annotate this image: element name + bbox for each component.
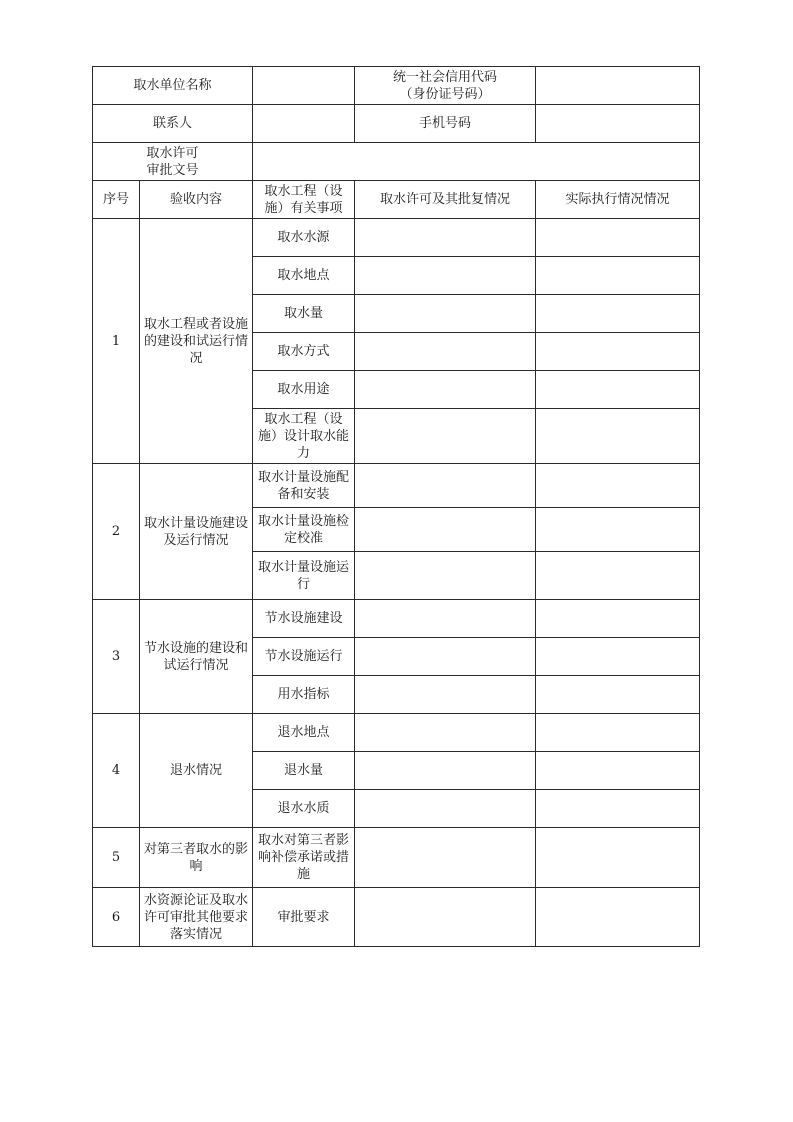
acceptance-form — [92, 66, 699, 947]
permit-cell[interactable] — [355, 638, 536, 676]
column-header-seq: 序号 — [93, 181, 140, 219]
permit-cell[interactable] — [355, 464, 536, 508]
permit-cell[interactable] — [355, 257, 536, 295]
actual-cell[interactable] — [536, 295, 700, 333]
credit-code-label: 统一社会信用代码 （身份证号码） — [355, 67, 536, 105]
item-label: 取水工程（设施）设计取水能力 — [253, 409, 355, 464]
actual-cell[interactable] — [536, 552, 700, 600]
permit-cell[interactable] — [355, 508, 536, 552]
permit-cell[interactable] — [355, 371, 536, 409]
item-label: 取水计量设施运行 — [253, 552, 355, 600]
actual-cell[interactable] — [536, 600, 700, 638]
actual-cell[interactable] — [536, 790, 700, 828]
row-permit-doc — [93, 143, 700, 181]
credit-code-value[interactable] — [536, 67, 700, 105]
unit-name-value[interactable] — [253, 67, 355, 105]
item-label: 退水地点 — [253, 714, 355, 752]
section-3-content: 节水设施的建设和试运行情况 — [140, 600, 253, 714]
column-header-items: 取水工程（设施）有关事项 — [253, 181, 355, 219]
actual-cell[interactable] — [536, 333, 700, 371]
actual-cell[interactable] — [536, 828, 700, 888]
item-label: 取水用途 — [253, 371, 355, 409]
contact-value[interactable] — [253, 105, 355, 143]
permit-cell[interactable] — [355, 552, 536, 600]
column-header-permit: 取水许可及其批复情况 — [355, 181, 536, 219]
section-5-row — [93, 828, 700, 888]
item-label: 用水指标 — [253, 676, 355, 714]
item-label: 节水设施建设 — [253, 600, 355, 638]
permit-cell[interactable] — [355, 219, 536, 257]
permit-cell[interactable] — [355, 676, 536, 714]
section-2-no: 2 — [93, 464, 140, 600]
item-label: 退水量 — [253, 752, 355, 790]
actual-cell[interactable] — [536, 752, 700, 790]
section-4-row — [93, 714, 700, 752]
section-6-content: 水资源论证及取水许可审批其他要求落实情况 — [140, 888, 253, 947]
item-label: 审批要求 — [253, 888, 355, 947]
item-label: 取水地点 — [253, 257, 355, 295]
permit-cell[interactable] — [355, 752, 536, 790]
item-label: 取水水源 — [253, 219, 355, 257]
item-label: 取水对第三者影响补偿承诺或措施 — [253, 828, 355, 888]
actual-cell[interactable] — [536, 464, 700, 508]
actual-cell[interactable] — [536, 409, 700, 464]
phone-label: 手机号码 — [355, 105, 536, 143]
column-header-row — [93, 181, 700, 219]
section-3-no: 3 — [93, 600, 140, 714]
permit-cell[interactable] — [355, 333, 536, 371]
section-5-content: 对第三者取水的影响 — [140, 828, 253, 888]
section-4-content: 退水情况 — [140, 714, 253, 828]
permit-doc-label: 取水许可 审批文号 — [93, 143, 253, 181]
actual-cell[interactable] — [536, 257, 700, 295]
item-label: 取水计量设施检定校准 — [253, 508, 355, 552]
actual-cell[interactable] — [536, 219, 700, 257]
permit-doc-value[interactable] — [253, 143, 700, 181]
actual-cell[interactable] — [536, 638, 700, 676]
actual-cell[interactable] — [536, 714, 700, 752]
item-label: 退水水质 — [253, 790, 355, 828]
section-1-no: 1 — [93, 219, 140, 464]
row-unit-name — [93, 67, 700, 105]
permit-cell[interactable] — [355, 600, 536, 638]
column-header-actual: 实际执行情况情况 — [536, 181, 700, 219]
item-label: 节水设施运行 — [253, 638, 355, 676]
contact-label: 联系人 — [93, 105, 253, 143]
permit-cell[interactable] — [355, 790, 536, 828]
section-1-row — [93, 219, 700, 257]
column-header-content: 验收内容 — [140, 181, 253, 219]
unit-name-label: 取水单位名称 — [93, 67, 253, 105]
permit-cell[interactable] — [355, 828, 536, 888]
permit-cell[interactable] — [355, 714, 536, 752]
permit-cell[interactable] — [355, 888, 536, 947]
section-4-no: 4 — [93, 714, 140, 828]
section-5-no: 5 — [93, 828, 140, 888]
permit-cell[interactable] — [355, 409, 536, 464]
actual-cell[interactable] — [536, 508, 700, 552]
item-label: 取水计量设施配备和安装 — [253, 464, 355, 508]
row-contact — [93, 105, 700, 143]
item-label: 取水方式 — [253, 333, 355, 371]
section-2-row — [93, 464, 700, 508]
phone-value[interactable] — [536, 105, 700, 143]
actual-cell[interactable] — [536, 676, 700, 714]
section-6-row — [93, 888, 700, 947]
acceptance-table — [92, 66, 700, 947]
section-2-content: 取水计量设施建设及运行情况 — [140, 464, 253, 600]
section-1-content: 取水工程或者设施的建设和试运行情况 — [140, 219, 253, 464]
permit-cell[interactable] — [355, 295, 536, 333]
section-6-no: 6 — [93, 888, 140, 947]
actual-cell[interactable] — [536, 888, 700, 947]
item-label: 取水量 — [253, 295, 355, 333]
actual-cell[interactable] — [536, 371, 700, 409]
section-3-row — [93, 600, 700, 638]
